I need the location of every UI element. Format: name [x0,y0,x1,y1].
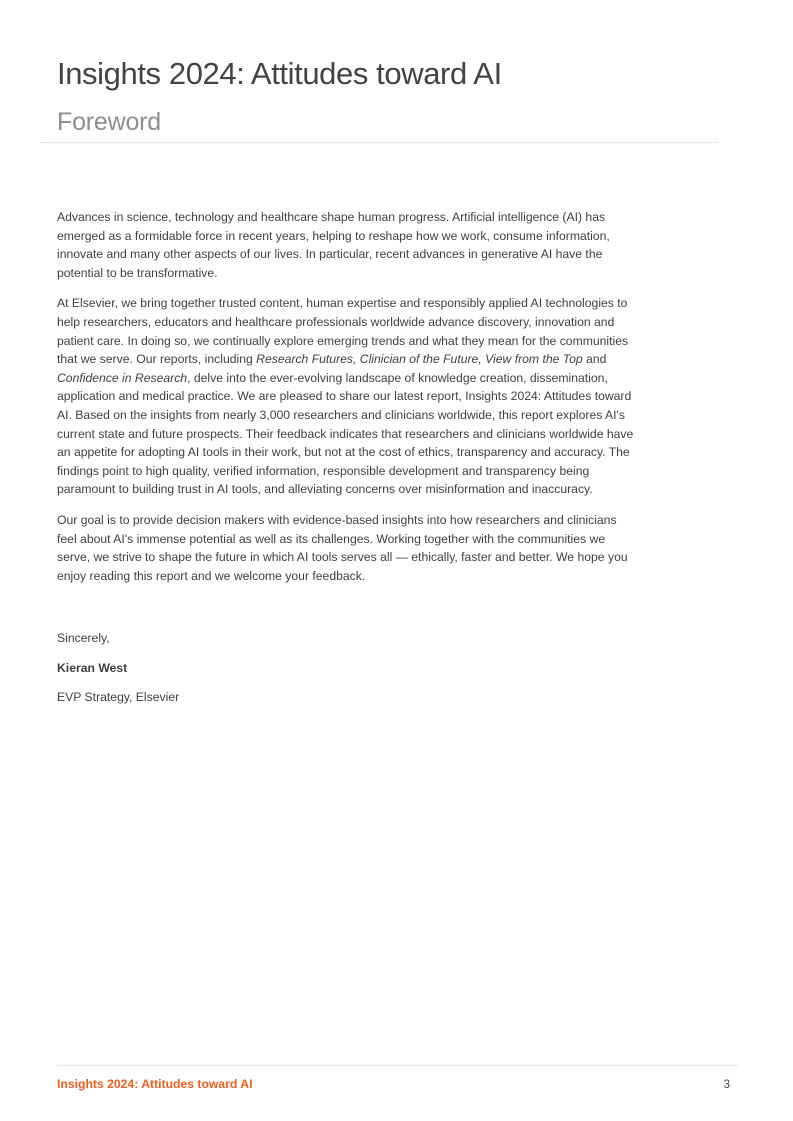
section-subtitle: Foreword [57,108,161,136]
footer-report-title: Insights 2024: Attitudes toward AI [57,1077,253,1091]
signature-salutation: Sincerely, [57,631,110,646]
paragraph-1: Advances in science, technology and healthcare shape human progress. Artificial intelligence (AI) has emerged as a formidable force in recent years, helping to reshape how we work, consume information, innovate and many other aspects of our lives. In particular, recent advances in generative AI have the potential to be transformative. [57,210,610,280]
page-footer [57,1065,737,1091]
foreword-body [57,208,635,707]
page-title: Insights 2024: Attitudes toward AI [57,56,502,91]
report-titles-italic-1: Research Futures, Clinician of the Future, View from the Top [256,352,583,367]
paragraph-3: Our goal is to provide decision makers with evidence-based insights into how researchers and clinicians feel about AI's immense potential as well as its challenges. Working together with the communities we serve, we strive to shape the future in which AI tools serves all — ethically, faster and better. We hope you enjoy reading this report and we welcome your feedback. [57,512,628,583]
paragraph-2-rest: , delve into the ever-evolving landscape of knowledge creation, dissemination, application and medical practice. We are pleased to share our latest report, Insights 2024: Attitudes toward AI. Based on the insights from nearly 3,000 researchers and clinicians worldwide, this report explores AI's current state and future prospects. Their feedback indicates that researchers and clinicians worldwide have an appetite for adopting AI tools in their work, but not at the cost of ethics, transparency and accuracy. The findings point to high quality, verified information, responsible development and transparency being paramount to building trust in AI tools, and alleviating concerns over misinformation and inaccuracy. [57,370,634,497]
report-titles-italic-2: Confidence in Research [57,370,188,385]
paragraph-2-conjunction: and [582,352,607,367]
paragraph-2-lead: At Elsevier, we bring together trusted content, human expertise and responsibly applied AI technologies to help researchers, educators and healthcare professionals worldwide advance discovery, innovation and patient care. In doing so, we continually explore emerging trends and what they mean for the communities that we serve. Our reports, including [57,296,629,367]
signature-name: Kieran West [57,660,128,675]
paragraph-2 [57,294,635,499]
signature-role: EVP Strategy, Elsevier [57,690,180,705]
header-divider [40,142,718,143]
footer-page-number: 3 [723,1079,730,1091]
